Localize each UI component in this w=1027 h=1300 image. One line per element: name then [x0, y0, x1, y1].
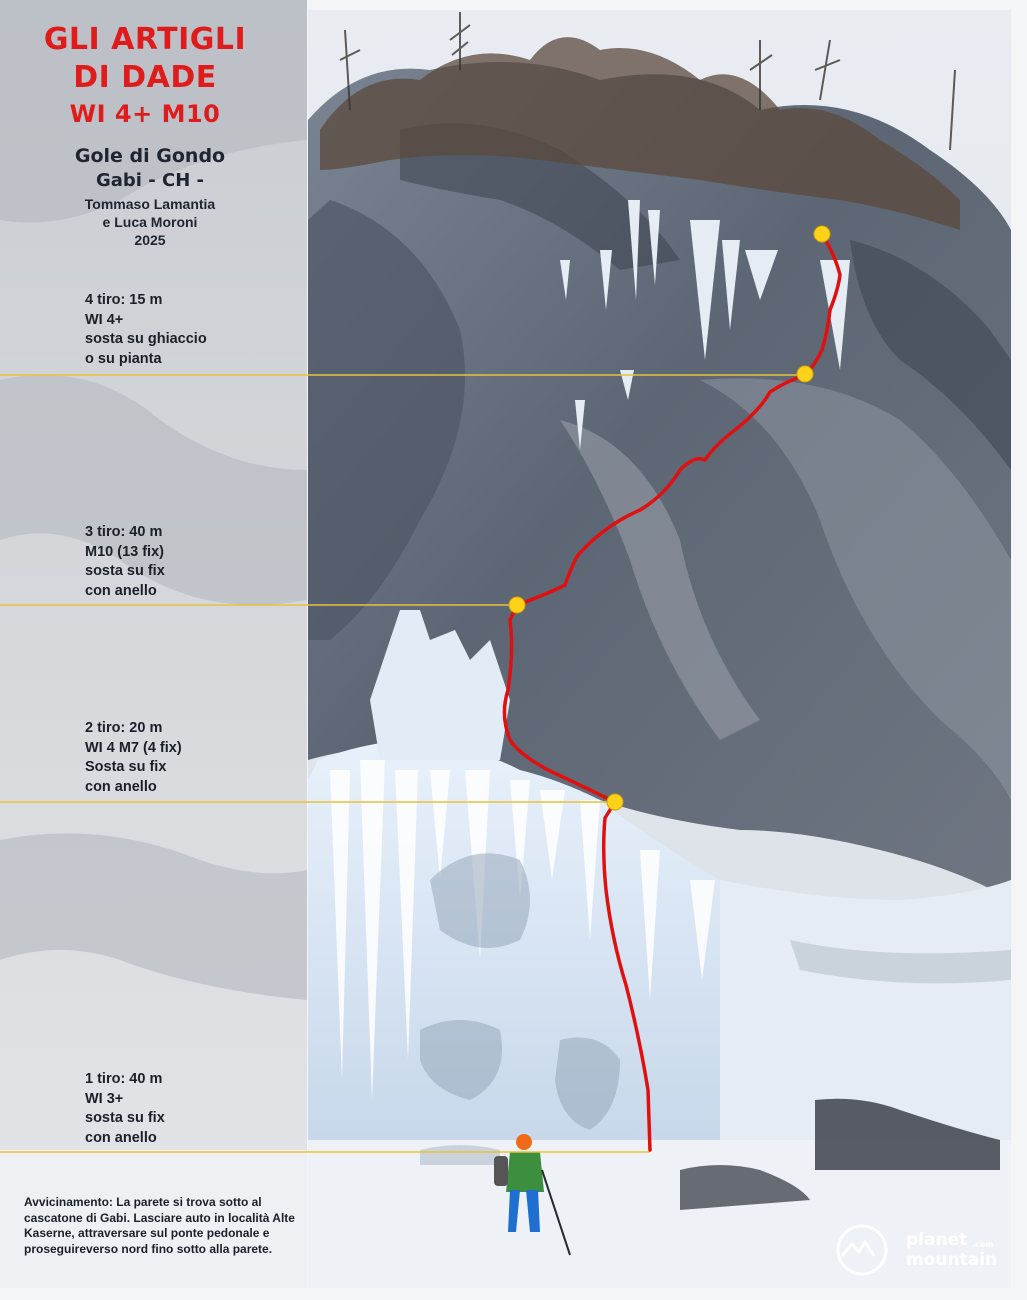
pitch-belay: sosta su fix: [85, 563, 165, 579]
author-line2: e Luca Moroni: [102, 214, 198, 230]
planetmountain-logo: [832, 1222, 1002, 1278]
belay-marker-3: [509, 597, 525, 613]
pitch-title: 1 tiro: 40 m: [85, 1071, 163, 1087]
belay-marker-4: [797, 366, 813, 382]
author-line1: Tommaso Lamantia: [84, 196, 216, 212]
route-grade: WI 4+ M10: [69, 100, 221, 128]
pitch-1-info: [85, 1070, 165, 1148]
pitch-grade: M10 (13 fix): [85, 543, 164, 560]
pitch-title: 2 tiro: 20 m: [85, 720, 163, 736]
pitch-grade: WI 3+: [85, 1090, 124, 1107]
pitch-3-info: [85, 523, 165, 601]
location-line2: Gabi - CH -: [96, 170, 204, 191]
pitch-belay: sosta su ghiaccio: [85, 331, 207, 347]
pitch-grade: WI 4+: [85, 311, 124, 328]
pitch-belay: con anello: [85, 582, 157, 599]
pitch-2-info: [85, 719, 182, 797]
approach-description: Avvicinamento: La parete si trova sotto al cascatone di Gabi. Lasciare auto in località Alte Kaserne, attraversare sul ponte pedonale e proseguireverso nord fino sotto alla parete.: [24, 1195, 295, 1256]
belay-marker-2: [607, 794, 623, 810]
logo-word-mountain: mountain: [906, 1250, 998, 1270]
belay-marker-top: [814, 226, 830, 242]
info-panel: [0, 0, 307, 1300]
logo-suffix: .com: [972, 1240, 994, 1249]
route-title-line1: GLI ARTIGLI: [43, 22, 247, 57]
pitch-title: 4 tiro: 15 m: [85, 292, 163, 308]
pitch-grade: WI 4 M7 (4 fix): [85, 739, 182, 756]
pitch-belay: Sosta su fix: [85, 759, 167, 775]
logo-word-planet: planet: [906, 1230, 968, 1250]
pitch-belay: sosta su fix: [85, 1110, 165, 1126]
pitch-title: 3 tiro: 40 m: [85, 524, 163, 540]
pitch-belay: o su pianta: [85, 350, 162, 367]
mountain-logo-icon: [832, 1222, 902, 1278]
pitch-belay: con anello: [85, 1129, 157, 1146]
pitch-belay: con anello: [85, 778, 157, 795]
pitch-4-info: [85, 291, 207, 369]
location-line1: Gole di Gondo: [74, 145, 226, 167]
route-title-line2: DI DADE: [73, 60, 217, 95]
year: 2025: [134, 232, 166, 248]
